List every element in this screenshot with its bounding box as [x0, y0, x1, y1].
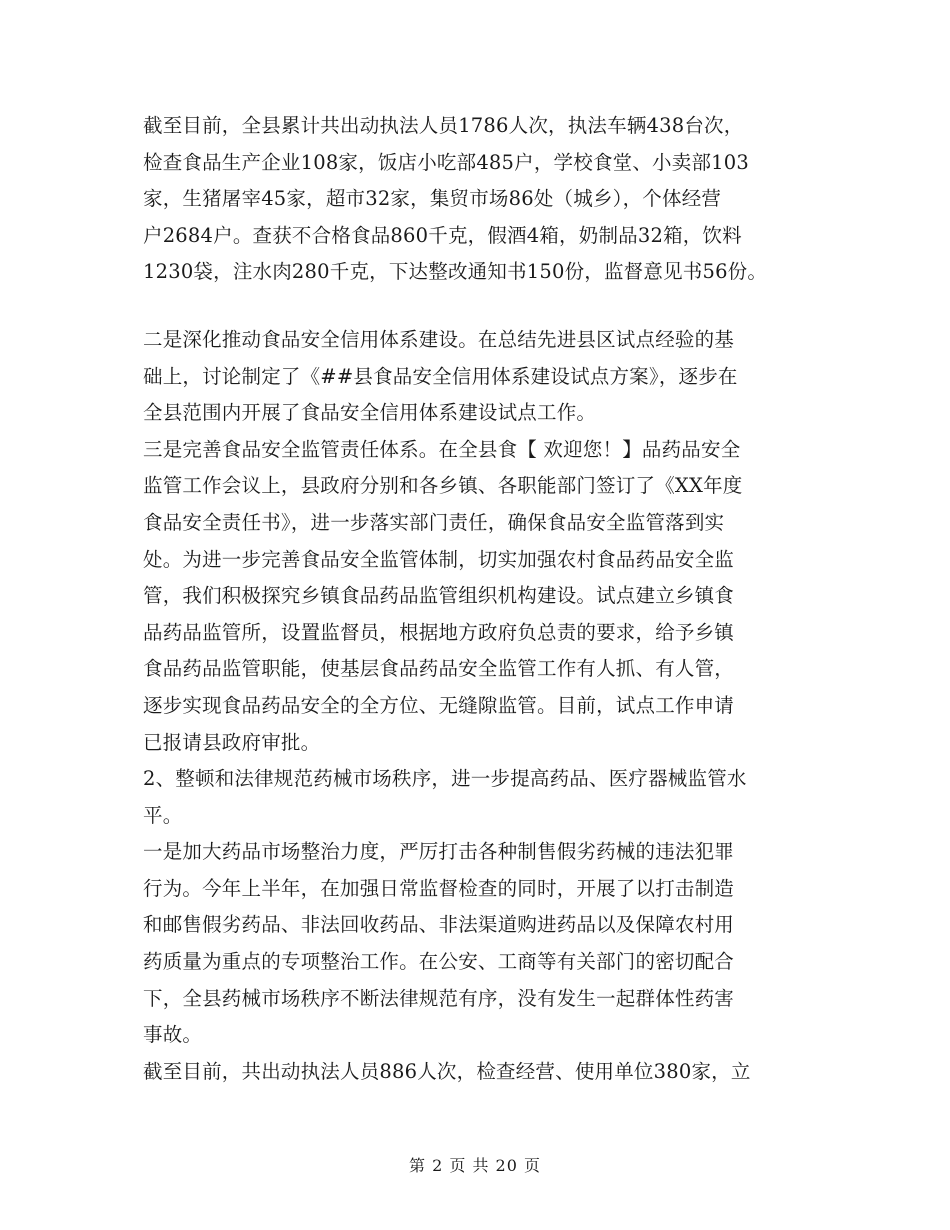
text-line: 监管工作会议上，县政府分别和各乡镇、各职能部门签订了《XX年度	[143, 474, 743, 498]
text-line: 截至目前，共出动执法人员886人次，检查经营、使用单位380家，立	[143, 1059, 751, 1083]
text-line: 1230袋，注水肉280千克，下达整改通知书150份，监督意见书56份。	[143, 260, 768, 284]
text-line: 已报请县政府审批。	[143, 730, 321, 754]
text-line: 处。为进一步完善食品安全监管体制，切实加强农村食品药品安全监	[143, 547, 735, 571]
text-line: 2、整顿和法律规范药械市场秩序，进一步提高药品、医疗器械监管水	[143, 767, 747, 791]
text-line: 品药品监管所，设置监督员，根据地方政府负总责的要求，给予乡镇	[143, 620, 735, 644]
paragraph-enforcement-stats	[143, 108, 823, 291]
text-line: 截至目前，全县累计共出动执法人员1786人次，执法车辆438台次，	[143, 114, 744, 137]
paragraph-gap	[143, 291, 823, 322]
text-line: 全县范围内开展了食品安全信用体系建设试点工作。	[143, 401, 597, 425]
page-number-label: 第 2 页 共 20 页	[409, 1156, 541, 1175]
text-line: 二是深化推动食品安全信用体系建设。在总结先进县区试点经验的基	[143, 327, 735, 351]
page-footer	[0, 1153, 950, 1176]
text-line: 食品安全责任书》，进一步落实部门责任，确保食品安全监管落到实	[143, 510, 725, 534]
document-body	[143, 108, 823, 1090]
text-line: 下，全县药械市场秩序不断法律规范有序，没有发生一起群体性药害	[143, 986, 735, 1010]
text-line: 一是加大药品市场整治力度，严厉打击各种制售假劣药械的违法犯罪	[143, 840, 735, 864]
text-line: 食品药品监管职能，使基层食品药品安全监管工作有人抓、有人管，	[143, 657, 735, 681]
text-line: 和邮售假劣药品、非法回收药品、非法渠道购进药品以及保障农村用	[143, 913, 735, 937]
text-line: 户2684户。查获不合格食品860千克，假酒4箱，奶制品32箱，饮料	[143, 223, 742, 247]
text-line: 行为。今年上半年，在加强日常监督检查的同时，开展了以打击制造	[143, 876, 735, 900]
text-line: 检查食品生产企业108家，饭店小吃部485户，学校食堂、小卖部103	[143, 150, 749, 174]
text-line: 事故。	[143, 1023, 203, 1047]
text-line: 逐步实现食品药品安全的全方位、无缝隙监管。目前，试点工作申请	[143, 693, 735, 717]
text-line: 三是完善食品安全监管责任体系。在全县食【 欢迎您！】品药品安全	[143, 437, 741, 461]
text-line: 平。	[143, 803, 183, 827]
text-line: 药质量为重点的专项整治工作。在公安、工商等有关部门的密切配合	[143, 950, 735, 974]
paragraph-main-text	[143, 322, 823, 1090]
text-line: 管，我们积极探究乡镇食品药品监管组织机构建设。试点建立乡镇食	[143, 584, 735, 608]
text-line: 家，生猪屠宰45家，超市32家，集贸市场86处（城乡），个体经营	[143, 187, 722, 211]
text-line: 础上，讨论制定了《##县食品安全信用体系建设试点方案》，逐步在	[143, 364, 738, 388]
